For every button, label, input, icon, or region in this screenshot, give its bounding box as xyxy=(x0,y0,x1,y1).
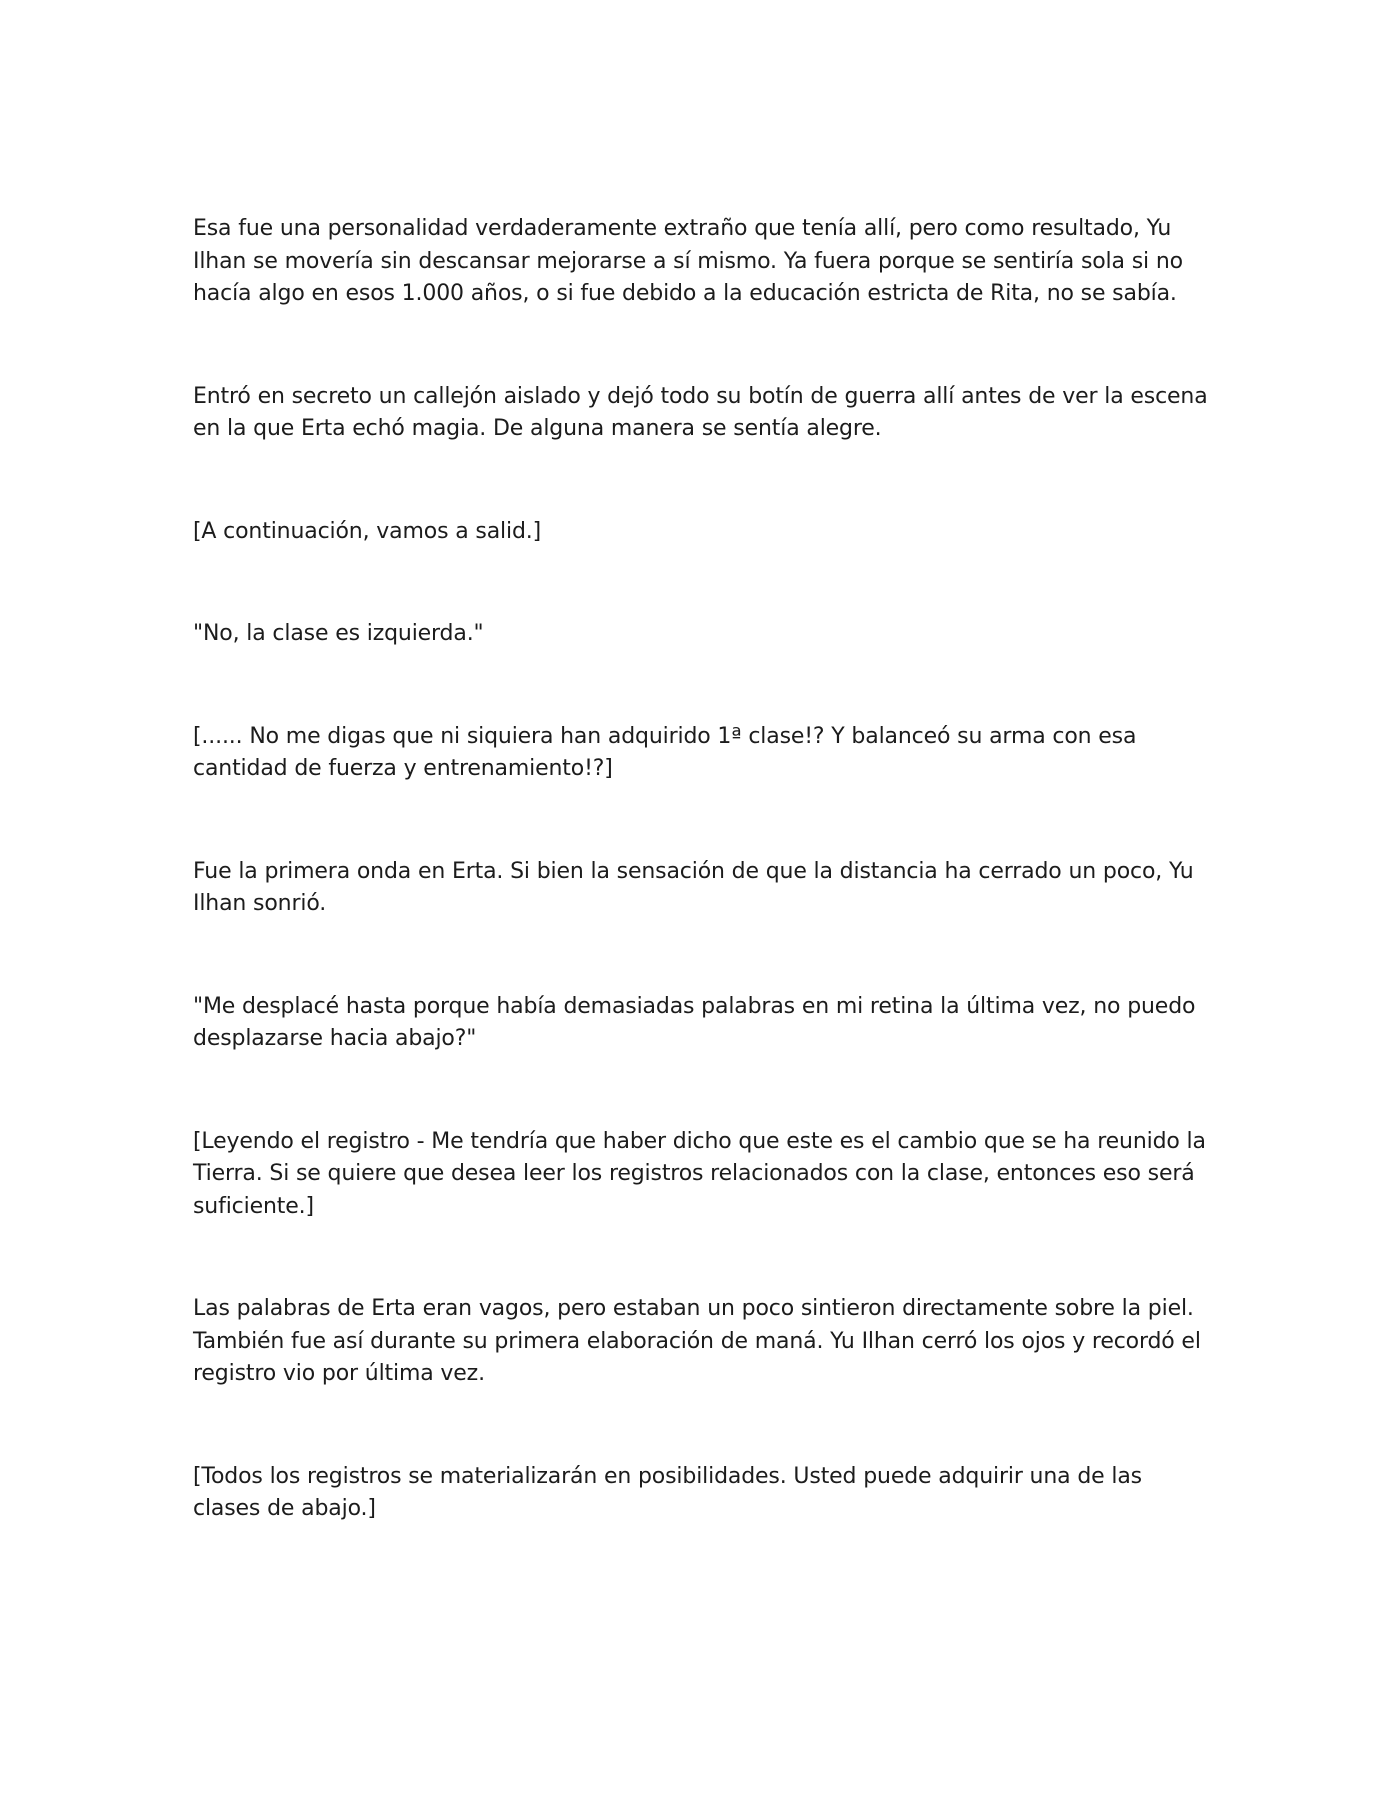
paragraph-9: Las palabras de Erta eran vagos, pero estaban un poco sintieron directamente sobre la piel. También fue así durante su primera elaboración de maná. Yu Ilhan cerró los ojos y recordó el registro vio por última vez. xyxy=(193,1296,1201,1386)
paragraph-8: [Leyendo el registro - Me tendría que haber dicho que este es el cambio que se ha reunido la Tierra. Si se quiere que desea leer los registros relacionados con la clase, entonces eso será suficiente.] xyxy=(193,1128,1206,1219)
document-body xyxy=(193,213,1213,1596)
paragraph-10: [Todos los registros se materializarán en posibilidades. Usted puede adquirir una de las clases de abajo.] xyxy=(193,1463,1142,1521)
paragraph-2: Entró en secreto un callejón aislado y dejó todo su botín de guerra allí antes de ver la escena en la que Erta echó magia. De alguna manera se sentía alegre. xyxy=(193,383,1208,441)
paragraph-7: "Me desplacé hasta porque había demasiadas palabras en mi retina la última vez, no puedo desplazarse hacia abajo?" xyxy=(193,993,1196,1051)
paragraph-3: [A continuación, vamos a salid.] xyxy=(193,518,542,544)
paragraph-6: Fue la primera onda en Erta. Si bien la sensación de que la distancia ha cerrado un poco, Yu Ilhan sonrió. xyxy=(193,858,1194,916)
paragraph-5: [...... No me digas que ni siquiera han adquirido 1ª clase!? Y balanceó su arma con esa cantidad de fuerza y entrenamiento!?] xyxy=(193,723,1137,781)
paragraph-4: "No, la clase es izquierda." xyxy=(193,621,484,646)
paragraph-1: Esa fue una personalidad verdaderamente extraño que tenía allí, pero como resultado, Yu Ilhan se movería sin descansar mejorarse a sí mismo. Ya fuera porque se sentiría sola si no hacía algo en esos 1.000 años, o si fue debido a la educación estricta de Rita, no se sabía. xyxy=(193,216,1183,306)
